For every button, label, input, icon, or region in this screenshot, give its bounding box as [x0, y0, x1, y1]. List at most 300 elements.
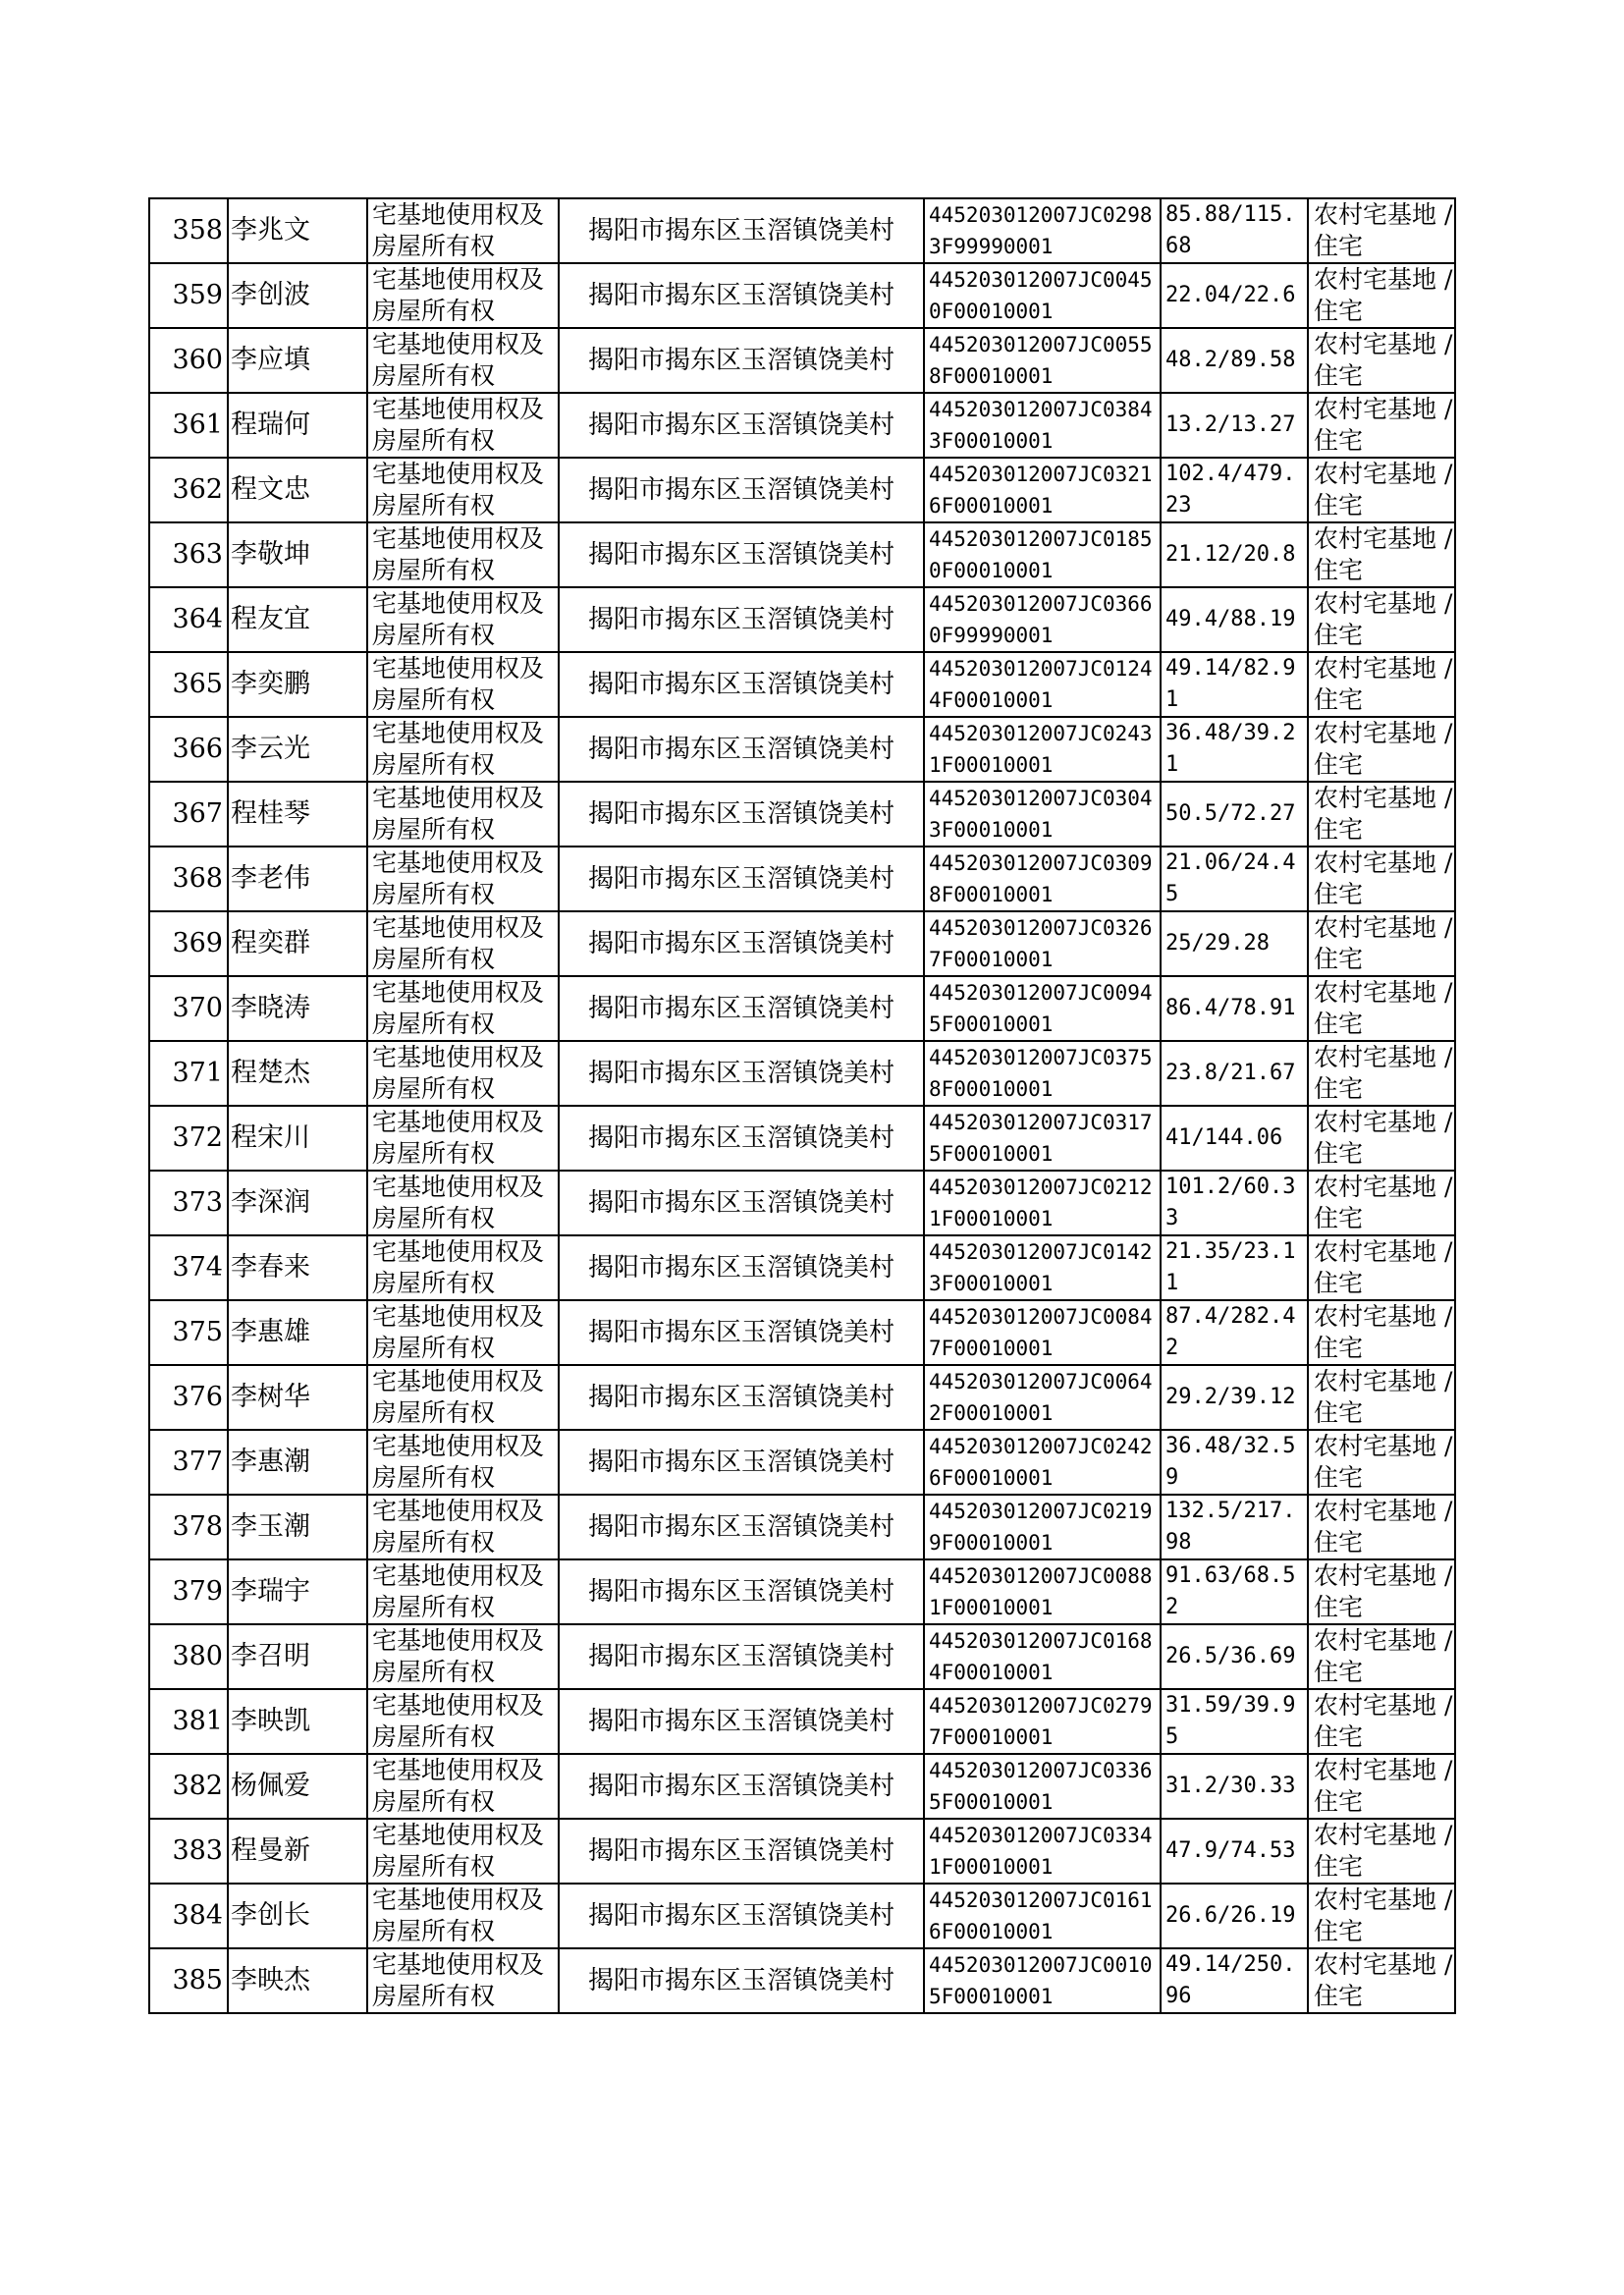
right-type: 宅基地使用权及房屋所有权: [372, 654, 545, 714]
area: 91.63/68.52: [1165, 1563, 1296, 1619]
row-number-cell: [149, 1948, 228, 2013]
row-number: 368: [172, 863, 223, 894]
area: 31.59/39.95: [1165, 1693, 1296, 1749]
address: 揭阳市揭东区玉滘镇饶美村: [587, 1123, 894, 1153]
usage: 农村宅基地 / 住宅: [1314, 524, 1453, 584]
area-cell: [1161, 1495, 1308, 1559]
right-type-cell: [367, 782, 559, 847]
address: 揭阳市揭东区玉滘镇饶美村: [587, 799, 894, 829]
unit-code-cell: [924, 1171, 1161, 1235]
usage: 农村宅基地 / 住宅: [1314, 1821, 1453, 1881]
unit-code-cell: [924, 1689, 1161, 1754]
usage-cell: [1308, 1430, 1455, 1495]
right-type-cell: [367, 1948, 559, 2013]
owner-name: 李映凯: [231, 1706, 310, 1736]
owner-name-cell: [228, 652, 367, 717]
address-cell: [559, 458, 924, 522]
owner-name-cell: [228, 1106, 367, 1171]
address: 揭阳市揭东区玉滘镇饶美村: [587, 1253, 894, 1283]
table-row: [149, 393, 1455, 458]
right-type-cell: [367, 1624, 559, 1689]
table-row: [149, 1754, 1455, 1819]
table-row: [149, 1235, 1455, 1300]
unit-code-cell: [924, 1300, 1161, 1365]
usage-cell: [1308, 1689, 1455, 1754]
right-type: 宅基地使用权及房屋所有权: [372, 524, 545, 584]
address: 揭阳市揭东区玉滘镇饶美村: [587, 1966, 894, 1995]
row-number-cell: [149, 717, 228, 782]
owner-name: 李树华: [231, 1382, 310, 1412]
right-type: 宅基地使用权及房屋所有权: [372, 913, 545, 973]
area: 87.4/282.42: [1165, 1304, 1296, 1360]
owner-name: 李晓涛: [231, 993, 310, 1023]
row-number-cell: [149, 1041, 228, 1106]
owner-name: 李敬坤: [231, 539, 310, 570]
unit-code: 445203012007JC03660F99990001: [929, 592, 1153, 647]
unit-code: 445203012007JC02199F00010001: [929, 1500, 1153, 1555]
owner-name: 李奕鹏: [231, 669, 310, 699]
usage-cell: [1308, 328, 1455, 393]
usage: 农村宅基地 / 住宅: [1314, 654, 1453, 714]
table-row: [149, 1948, 1455, 2013]
address-cell: [559, 587, 924, 652]
usage-cell: [1308, 1948, 1455, 2013]
unit-code-cell: [924, 976, 1161, 1041]
address: 揭阳市揭东区玉滘镇饶美村: [587, 1707, 894, 1736]
usage: 农村宅基地 / 住宅: [1314, 395, 1453, 455]
address-cell: [559, 198, 924, 263]
table-row: [149, 1559, 1455, 1624]
area: 86.4/78.91: [1165, 996, 1296, 1020]
right-type: 宅基地使用权及房屋所有权: [372, 1043, 545, 1103]
owner-name-cell: [228, 1235, 367, 1300]
row-number-cell: [149, 1430, 228, 1495]
right-type-cell: [367, 1689, 559, 1754]
unit-code-cell: [924, 393, 1161, 458]
area-cell: [1161, 1300, 1308, 1365]
address-cell: [559, 652, 924, 717]
right-type: 宅基地使用权及房屋所有权: [372, 719, 545, 779]
address: 揭阳市揭东区玉滘镇饶美村: [587, 1577, 894, 1607]
row-number: 373: [172, 1187, 223, 1218]
table-row: [149, 782, 1455, 847]
usage-cell: [1308, 1365, 1455, 1430]
area: 36.48/32.59: [1165, 1434, 1296, 1490]
unit-code-cell: [924, 198, 1161, 263]
owner-name-cell: [228, 328, 367, 393]
right-type: 宅基地使用权及房屋所有权: [372, 1821, 545, 1881]
area: 101.2/60.33: [1165, 1175, 1296, 1230]
right-type-cell: [367, 1106, 559, 1171]
usage: 农村宅基地 / 住宅: [1314, 589, 1453, 649]
unit-code-cell: [924, 1754, 1161, 1819]
unit-code: 445203012007JC01244F00010001: [929, 657, 1153, 712]
table-row: [149, 1041, 1455, 1106]
right-type: 宅基地使用权及房屋所有权: [372, 1561, 545, 1621]
unit-code: 445203012007JC01684F00010001: [929, 1629, 1153, 1684]
usage: 农村宅基地 / 住宅: [1314, 1691, 1453, 1751]
owner-name-cell: [228, 1171, 367, 1235]
right-type: 宅基地使用权及房屋所有权: [372, 1756, 545, 1816]
owner-name-cell: [228, 263, 367, 328]
unit-code-cell: [924, 1235, 1161, 1300]
usage-cell: [1308, 198, 1455, 263]
address: 揭阳市揭东区玉滘镇饶美村: [587, 605, 894, 634]
row-number-cell: [149, 1495, 228, 1559]
usage-cell: [1308, 1235, 1455, 1300]
owner-name-cell: [228, 1819, 367, 1884]
area: 23.8/21.67: [1165, 1061, 1296, 1085]
row-number-cell: [149, 976, 228, 1041]
area: 22.04/22.6: [1165, 283, 1296, 307]
usage: 农村宅基地 / 住宅: [1314, 848, 1453, 908]
row-number: 366: [172, 734, 223, 764]
unit-code: 445203012007JC03098F00010001: [929, 851, 1153, 906]
area-cell: [1161, 1430, 1308, 1495]
right-type-cell: [367, 458, 559, 522]
right-type: 宅基地使用权及房屋所有权: [372, 1108, 545, 1168]
right-type-cell: [367, 1235, 559, 1300]
unit-code-cell: [924, 652, 1161, 717]
owner-name: 李兆文: [231, 215, 310, 246]
right-type-cell: [367, 976, 559, 1041]
owner-name-cell: [228, 1041, 367, 1106]
unit-code: 445203012007JC03758F00010001: [929, 1046, 1153, 1101]
right-type: 宅基地使用权及房屋所有权: [372, 1237, 545, 1297]
area: 48.2/89.58: [1165, 348, 1296, 372]
usage: 农村宅基地 / 住宅: [1314, 1108, 1453, 1168]
unit-code: 445203012007JC03843F00010001: [929, 398, 1153, 453]
right-type-cell: [367, 1819, 559, 1884]
row-number-cell: [149, 1106, 228, 1171]
unit-code: 445203012007JC02431F00010001: [929, 722, 1153, 777]
address-cell: [559, 393, 924, 458]
table-row: [149, 263, 1455, 328]
right-type-cell: [367, 1430, 559, 1495]
owner-name: 李创长: [231, 1900, 310, 1931]
right-type-cell: [367, 393, 559, 458]
area-cell: [1161, 717, 1308, 782]
right-type-cell: [367, 522, 559, 587]
area: 21.35/23.11: [1165, 1239, 1296, 1295]
usage-cell: [1308, 652, 1455, 717]
row-number-cell: [149, 1624, 228, 1689]
usage-cell: [1308, 1884, 1455, 1948]
property-rights-table: [148, 197, 1456, 2014]
right-type: 宅基地使用权及房屋所有权: [372, 1302, 545, 1362]
usage-cell: [1308, 1106, 1455, 1171]
address-cell: [559, 1106, 924, 1171]
area: 49.14/250.96: [1165, 1952, 1296, 2008]
owner-name-cell: [228, 1689, 367, 1754]
row-number-cell: [149, 911, 228, 976]
owner-name: 李玉潮: [231, 1511, 310, 1542]
owner-name: 程曼新: [231, 1835, 310, 1866]
row-number: 381: [172, 1706, 223, 1736]
owner-name-cell: [228, 1559, 367, 1624]
usage: 农村宅基地 / 住宅: [1314, 1237, 1453, 1297]
right-type: 宅基地使用权及房屋所有权: [372, 589, 545, 649]
unit-code: 445203012007JC02983F99990001: [929, 203, 1153, 258]
owner-name: 程友宜: [231, 604, 310, 634]
row-number: 380: [172, 1641, 223, 1671]
right-type-cell: [367, 1300, 559, 1365]
table-row: [149, 1106, 1455, 1171]
owner-name: 李应填: [231, 345, 310, 375]
right-type-cell: [367, 911, 559, 976]
table-row: [149, 1430, 1455, 1495]
unit-code: 445203012007JC03341F00010001: [929, 1824, 1153, 1879]
area-cell: [1161, 1041, 1308, 1106]
row-number-cell: [149, 1754, 228, 1819]
usage-cell: [1308, 1559, 1455, 1624]
owner-name-cell: [228, 1754, 367, 1819]
row-number-cell: [149, 1559, 228, 1624]
area-cell: [1161, 1948, 1308, 2013]
area: 21.06/24.45: [1165, 850, 1296, 906]
unit-code-cell: [924, 1948, 1161, 2013]
owner-name: 李春来: [231, 1252, 310, 1283]
table-body: [149, 198, 1455, 2013]
unit-code: 445203012007JC00105F00010001: [929, 1953, 1153, 2008]
right-type-cell: [367, 587, 559, 652]
area-cell: [1161, 328, 1308, 393]
address: 揭阳市揭东区玉滘镇饶美村: [587, 864, 894, 894]
right-type: 宅基地使用权及房屋所有权: [372, 265, 545, 325]
row-number-cell: [149, 328, 228, 393]
address: 揭阳市揭东区玉滘镇饶美村: [587, 1059, 894, 1088]
address-cell: [559, 1171, 924, 1235]
unit-code-cell: [924, 1495, 1161, 1559]
area-cell: [1161, 1754, 1308, 1819]
owner-name: 李老伟: [231, 863, 310, 894]
area-cell: [1161, 263, 1308, 328]
row-number: 377: [172, 1447, 223, 1477]
unit-code: 445203012007JC03267F00010001: [929, 916, 1153, 971]
unit-code: 445203012007JC01616F00010001: [929, 1888, 1153, 1943]
address-cell: [559, 1884, 924, 1948]
right-type-cell: [367, 1754, 559, 1819]
address: 揭阳市揭东区玉滘镇饶美村: [587, 735, 894, 764]
usage-cell: [1308, 1300, 1455, 1365]
usage-cell: [1308, 263, 1455, 328]
unit-code: 445203012007JC03043F00010001: [929, 787, 1153, 842]
owner-name: 李召明: [231, 1641, 310, 1671]
unit-code: 445203012007JC00558F00010001: [929, 333, 1153, 388]
area: 26.5/36.69: [1165, 1644, 1296, 1668]
row-number: 378: [172, 1511, 223, 1542]
row-number: 359: [172, 280, 223, 310]
row-number-cell: [149, 458, 228, 522]
area: 31.2/30.33: [1165, 1774, 1296, 1798]
area-cell: [1161, 1235, 1308, 1300]
table-row: [149, 976, 1455, 1041]
table-row: [149, 911, 1455, 976]
row-number: 379: [172, 1576, 223, 1607]
owner-name-cell: [228, 458, 367, 522]
usage-cell: [1308, 458, 1455, 522]
row-number: 360: [172, 345, 223, 375]
address-cell: [559, 522, 924, 587]
table-row: [149, 1171, 1455, 1235]
unit-code-cell: [924, 1041, 1161, 1106]
row-number: 371: [172, 1058, 223, 1088]
row-number-cell: [149, 1300, 228, 1365]
unit-code-cell: [924, 1884, 1161, 1948]
owner-name: 程楚杰: [231, 1058, 310, 1088]
area-cell: [1161, 652, 1308, 717]
right-type: 宅基地使用权及房屋所有权: [372, 200, 545, 260]
table-row: [149, 1300, 1455, 1365]
address: 揭阳市揭东区玉滘镇饶美村: [587, 410, 894, 440]
table-row: [149, 198, 1455, 263]
right-type: 宅基地使用权及房屋所有权: [372, 1497, 545, 1557]
address-cell: [559, 1495, 924, 1559]
right-type: 宅基地使用权及房屋所有权: [372, 1367, 545, 1427]
address-cell: [559, 1559, 924, 1624]
right-type-cell: [367, 198, 559, 263]
usage: 农村宅基地 / 住宅: [1314, 1626, 1453, 1686]
right-type: 宅基地使用权及房屋所有权: [372, 848, 545, 908]
area: 21.12/20.8: [1165, 542, 1296, 567]
row-number: 369: [172, 928, 223, 958]
area: 41/144.06: [1165, 1125, 1283, 1150]
row-number-cell: [149, 1689, 228, 1754]
usage-cell: [1308, 1754, 1455, 1819]
owner-name: 李惠雄: [231, 1317, 310, 1347]
owner-name: 程奕群: [231, 928, 310, 958]
owner-name-cell: [228, 1300, 367, 1365]
address-cell: [559, 847, 924, 911]
area: 26.6/26.19: [1165, 1903, 1296, 1928]
address: 揭阳市揭东区玉滘镇饶美村: [587, 1512, 894, 1542]
right-type-cell: [367, 652, 559, 717]
address: 揭阳市揭东区玉滘镇饶美村: [587, 216, 894, 246]
address-cell: [559, 328, 924, 393]
table-row: [149, 717, 1455, 782]
owner-name-cell: [228, 522, 367, 587]
table-row: [149, 328, 1455, 393]
owner-name-cell: [228, 1430, 367, 1495]
area-cell: [1161, 1559, 1308, 1624]
row-number-cell: [149, 1235, 228, 1300]
usage-cell: [1308, 847, 1455, 911]
owner-name-cell: [228, 717, 367, 782]
row-number-cell: [149, 198, 228, 263]
right-type-cell: [367, 1041, 559, 1106]
right-type-cell: [367, 1365, 559, 1430]
row-number-cell: [149, 1884, 228, 1948]
row-number-cell: [149, 522, 228, 587]
owner-name: 程文忠: [231, 474, 310, 505]
area-cell: [1161, 1624, 1308, 1689]
row-number: 375: [172, 1317, 223, 1347]
owner-name: 李惠潮: [231, 1447, 310, 1477]
usage: 农村宅基地 / 住宅: [1314, 1561, 1453, 1621]
right-type: 宅基地使用权及房屋所有权: [372, 1885, 545, 1945]
row-number: 382: [172, 1771, 223, 1801]
table-row: [149, 1495, 1455, 1559]
usage-cell: [1308, 587, 1455, 652]
table-row: [149, 1689, 1455, 1754]
unit-code-cell: [924, 587, 1161, 652]
unit-code-cell: [924, 1106, 1161, 1171]
right-type-cell: [367, 328, 559, 393]
usage: 农村宅基地 / 住宅: [1314, 1173, 1453, 1232]
table-row: [149, 1884, 1455, 1948]
unit-code: 445203012007JC00847F00010001: [929, 1305, 1153, 1360]
row-number: 370: [172, 993, 223, 1023]
row-number: 364: [172, 604, 223, 634]
usage: 农村宅基地 / 住宅: [1314, 978, 1453, 1038]
row-number: 384: [172, 1900, 223, 1931]
address-cell: [559, 782, 924, 847]
unit-code: 445203012007JC03365F00010001: [929, 1759, 1153, 1814]
owner-name-cell: [228, 782, 367, 847]
row-number: 376: [172, 1382, 223, 1412]
right-type: 宅基地使用权及房屋所有权: [372, 395, 545, 455]
usage-cell: [1308, 976, 1455, 1041]
right-type: 宅基地使用权及房屋所有权: [372, 1691, 545, 1751]
unit-code: 445203012007JC03216F00010001: [929, 463, 1153, 518]
usage-cell: [1308, 1624, 1455, 1689]
usage-cell: [1308, 1495, 1455, 1559]
row-number: 358: [172, 215, 223, 246]
table-row: [149, 1365, 1455, 1430]
usage: 农村宅基地 / 住宅: [1314, 1302, 1453, 1362]
right-type-cell: [367, 717, 559, 782]
owner-name: 李映杰: [231, 1965, 310, 1995]
unit-code: 445203012007JC03175F00010001: [929, 1111, 1153, 1166]
address: 揭阳市揭东区玉滘镇饶美村: [587, 670, 894, 699]
usage: 农村宅基地 / 住宅: [1314, 913, 1453, 973]
table-row: [149, 1819, 1455, 1884]
address: 揭阳市揭东区玉滘镇饶美村: [587, 994, 894, 1023]
usage-cell: [1308, 1819, 1455, 1884]
area: 25/29.28: [1165, 931, 1270, 956]
area-cell: [1161, 522, 1308, 587]
row-number: 374: [172, 1252, 223, 1283]
address: 揭阳市揭东区玉滘镇饶美村: [587, 1901, 894, 1931]
owner-name: 程瑞何: [231, 410, 310, 440]
table-row: [149, 587, 1455, 652]
right-type: 宅基地使用权及房屋所有权: [372, 1173, 545, 1232]
row-number: 383: [172, 1835, 223, 1866]
right-type: 宅基地使用权及房屋所有权: [372, 978, 545, 1038]
row-number: 367: [172, 798, 223, 829]
owner-name-cell: [228, 393, 367, 458]
right-type-cell: [367, 1559, 559, 1624]
usage-cell: [1308, 782, 1455, 847]
address-cell: [559, 717, 924, 782]
usage-cell: [1308, 1041, 1455, 1106]
area: 132.5/217.98: [1165, 1499, 1296, 1555]
row-number: 372: [172, 1122, 223, 1153]
address-cell: [559, 1365, 924, 1430]
row-number-cell: [149, 652, 228, 717]
address: 揭阳市揭东区玉滘镇饶美村: [587, 281, 894, 310]
address-cell: [559, 263, 924, 328]
row-number-cell: [149, 393, 228, 458]
right-type-cell: [367, 1884, 559, 1948]
usage-cell: [1308, 522, 1455, 587]
unit-code-cell: [924, 328, 1161, 393]
unit-code: 445203012007JC02797F00010001: [929, 1694, 1153, 1749]
owner-name-cell: [228, 1495, 367, 1559]
row-number: 365: [172, 669, 223, 699]
usage: 农村宅基地 / 住宅: [1314, 1367, 1453, 1427]
area-cell: [1161, 911, 1308, 976]
